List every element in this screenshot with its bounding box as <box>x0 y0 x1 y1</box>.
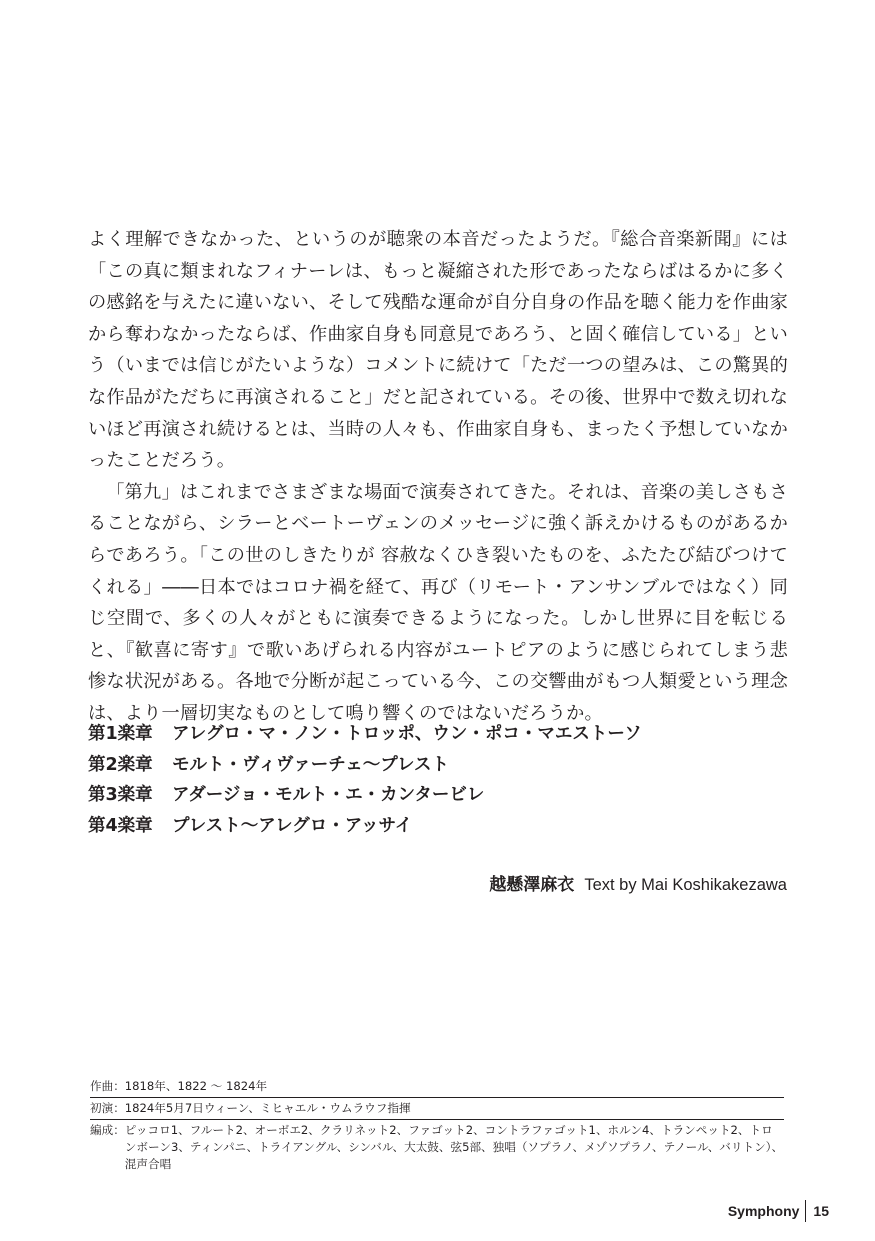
movement-1 <box>88 719 788 750</box>
page-footer <box>728 1200 829 1222</box>
movement-4 <box>88 811 788 842</box>
body-paragraph-2: 「第九」はこれまでさまざまな場面で演奏されてきた。それは、音楽の美しさもさることながら、シラーとベートーヴェンのメッセージに強く訴えかけるものがあるからであろう。「この世のしきたりが 容赦なくひき裂いたものを、ふたたび結びつけてくれる」――日本ではコロナ禍を経て、再び（リモート・アンサンブルではなく）同じ空間で、多くの人々がともに演奏できるようになった。しかし世界に目を転じると、『歓喜に寄す』で歌いあげられる内容がユートピアのように感じられてしまう悲惨な状況がある。各地で分断が起こっている今、この交響曲がもつ人類愛という理念は、より一層切実なものとして鳴り響くのではないだろうか。 <box>88 481 788 724</box>
body-text <box>88 224 788 730</box>
movement-number: 第1楽章 <box>88 724 153 744</box>
footer-divider <box>805 1200 806 1222</box>
movement-number: 第4楽章 <box>88 815 153 836</box>
movement-title: アダージョ・モルト・エ・カンタービレ <box>172 785 485 805</box>
movement-title: モルト・ヴィヴァーチェ～プレスト <box>172 754 450 775</box>
work-info <box>90 1076 784 1175</box>
instrumentation-label: 編成： <box>90 1123 125 1137</box>
body-paragraph-1: よく理解できなかった、というのが聴衆の本音だったようだ。『総合音楽新聞』には「この真に類まれなフィナーレは、もっと凝縮された形であったならばはるかに多くの感銘を与えたに違いない、そして残酷な運命が自分自身の作品を聴く能力を作曲家から奪わなかったならば、作曲家自身も同意見であろう、と固く確信している」という（いまでは信じがたいような）コメントに続けて「ただ一つの望みは、この驚異的な作品がただちに再演されること」だと記されている。その後、世界中で数え切れないほど再演され続けるとは、当時の人々も、作曲家自身も、まったく予想していなかったことだろう。 <box>88 229 788 472</box>
movement-number: 第2楽章 <box>88 754 153 775</box>
composition-label: 作曲： <box>90 1079 125 1093</box>
movement-list <box>88 719 788 841</box>
premiere-row <box>90 1098 784 1120</box>
movement-title: アレグロ・マ・ノン・トロッポ、ウン・ポコ・マエストーソ <box>172 724 642 744</box>
section-name: Symphony <box>727 1203 800 1219</box>
page-number: 15 <box>813 1203 829 1219</box>
movement-2 <box>88 750 788 781</box>
instrumentation-row <box>90 1120 784 1175</box>
movement-title: プレスト～アレグロ・アッサイ <box>172 815 413 836</box>
byline <box>489 872 787 898</box>
composition-value: 1818年、1822 ～ 1824年 <box>124 1079 268 1093</box>
movement-3 <box>88 780 788 811</box>
composition-row <box>90 1076 784 1098</box>
author-name-jp: 越懸澤麻衣 <box>489 875 575 895</box>
movement-number: 第3楽章 <box>88 785 153 805</box>
author-name-en: Text by Mai Koshikakezawa <box>584 876 787 894</box>
premiere-value: 1824年5月7日ウィーン、ミヒャエル・ウムラウフ指揮 <box>124 1101 411 1115</box>
instrumentation-value: ピッコロ1、フルート2、オーボエ2、クラリネット2、ファゴット2、コントラファゴット1、ホルン4、トランペット2、トロンボーン3、ティンパニ、トライアングル、シンバル、大太鼓、弦5部、独唱（ソプラノ、メゾソプラノ、テノール、バリトン）、混声合唱 <box>124 1123 784 1171</box>
premiere-label: 初演： <box>90 1101 125 1115</box>
